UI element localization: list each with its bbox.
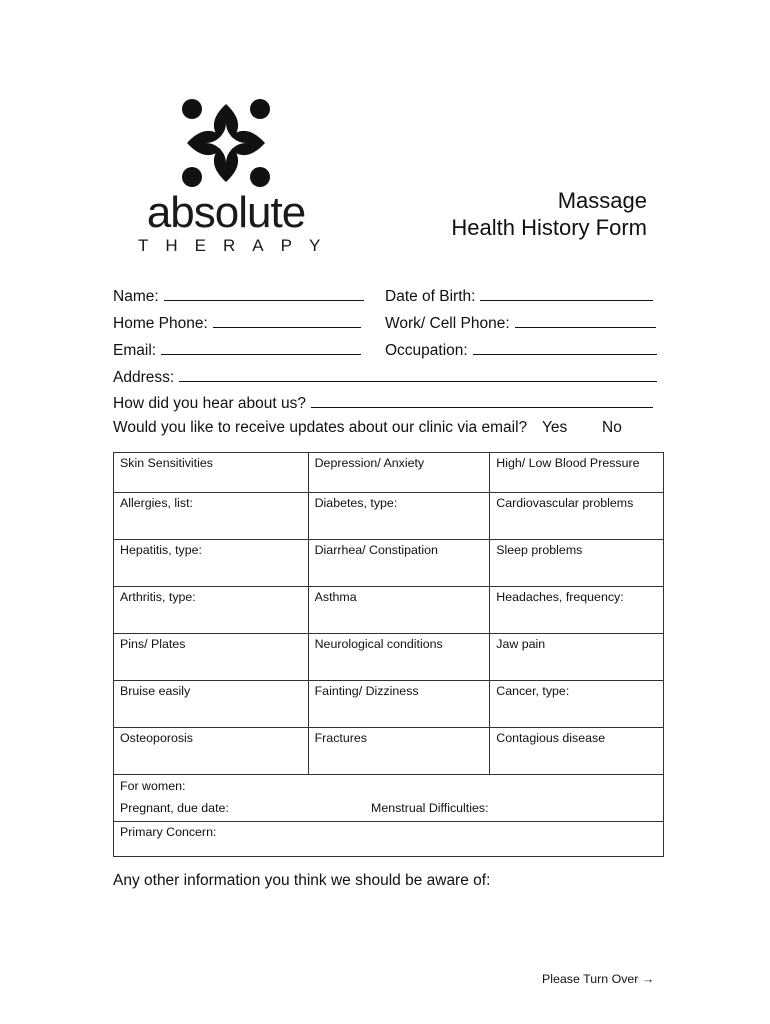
- email-field[interactable]: [113, 339, 361, 360]
- condition-cell[interactable]: Cardiovascular problems: [490, 493, 664, 540]
- updates-yes-option[interactable]: Yes: [542, 419, 568, 436]
- home-phone-field[interactable]: [113, 312, 361, 333]
- name-label: Name:: [113, 288, 159, 305]
- updates-no-option[interactable]: No: [602, 419, 622, 436]
- dob-label: Date of Birth:: [385, 288, 476, 305]
- address-label: Address:: [113, 369, 175, 386]
- referral-field[interactable]: [113, 392, 653, 413]
- condition-cell[interactable]: Allergies, list:: [114, 493, 309, 540]
- condition-cell[interactable]: Diabetes, type:: [308, 493, 490, 540]
- women-label: For women:: [120, 779, 186, 793]
- condition-cell[interactable]: Jaw pain: [490, 634, 664, 681]
- condition-cell[interactable]: Neurological conditions: [308, 634, 490, 681]
- turn-over-note: Please Turn Over →: [542, 972, 655, 986]
- condition-cell[interactable]: Cancer, type:: [490, 681, 664, 728]
- table-row: [114, 453, 664, 493]
- table-row: [114, 493, 664, 540]
- condition-cell[interactable]: Headaches, frequency:: [490, 587, 664, 634]
- condition-cell[interactable]: Fractures: [308, 728, 490, 775]
- condition-cell[interactable]: Fainting/ Dizziness: [308, 681, 490, 728]
- updates-question: Would you like to receive updates about our clinic via email?: [113, 419, 528, 436]
- condition-cell[interactable]: Depression/ Anxiety: [308, 453, 490, 493]
- condition-cell[interactable]: Pins/ Plates: [114, 634, 309, 681]
- condition-cell[interactable]: Osteoporosis: [114, 728, 309, 775]
- logo-subtitle: THERAPY: [138, 236, 338, 255]
- home-phone-line[interactable]: [213, 312, 361, 328]
- condition-cell[interactable]: Arthritis, type:: [114, 587, 309, 634]
- address-line[interactable]: [179, 366, 657, 382]
- condition-cell[interactable]: Sleep problems: [490, 540, 664, 587]
- condition-cell[interactable]: Hepatitis, type:: [114, 540, 309, 587]
- menstrual-label: Menstrual Difficulties:: [371, 801, 489, 815]
- women-row: [114, 775, 664, 822]
- condition-cell[interactable]: Contagious disease: [490, 728, 664, 775]
- table-row: [114, 587, 664, 634]
- address-field[interactable]: [113, 366, 657, 387]
- table-row: [114, 728, 664, 775]
- dob-line[interactable]: [480, 285, 653, 301]
- condition-cell[interactable]: Skin Sensitivities: [114, 453, 309, 493]
- name-field[interactable]: [113, 285, 364, 306]
- primary-concern-cell[interactable]: Primary Concern:: [114, 822, 664, 857]
- name-line[interactable]: [164, 285, 364, 301]
- work-phone-line[interactable]: [515, 312, 656, 328]
- referral-label: How did you hear about us?: [113, 395, 307, 412]
- form-title: [451, 187, 647, 241]
- email-line[interactable]: [161, 339, 361, 355]
- health-conditions-table: [113, 452, 664, 857]
- email-label: Email:: [113, 342, 157, 359]
- condition-cell[interactable]: High/ Low Blood Pressure: [490, 453, 664, 493]
- condition-cell[interactable]: Bruise easily: [114, 681, 309, 728]
- table-row: [114, 634, 664, 681]
- condition-cell[interactable]: Diarrhea/ Constipation: [308, 540, 490, 587]
- company-logo: [136, 96, 338, 260]
- pregnant-label: Pregnant, due date:: [120, 801, 229, 815]
- primary-concern-row: [114, 822, 664, 857]
- home-phone-label: Home Phone:: [113, 315, 208, 332]
- logo-wordmark: absolute: [146, 188, 306, 237]
- occupation-label: Occupation:: [385, 342, 468, 359]
- occupation-line[interactable]: [473, 339, 657, 355]
- occupation-field[interactable]: [385, 339, 657, 360]
- table-row: [114, 540, 664, 587]
- table-row: [114, 681, 664, 728]
- work-phone-label: Work/ Cell Phone:: [385, 315, 510, 332]
- title-line-1: Massage: [557, 188, 647, 213]
- women-cell[interactable]: [114, 775, 664, 822]
- referral-line[interactable]: [311, 392, 653, 408]
- condition-cell[interactable]: Asthma: [308, 587, 490, 634]
- other-info-label: Any other information you think we should be aware of:: [113, 872, 491, 889]
- dob-field[interactable]: [385, 285, 653, 306]
- flower-cross-logo-icon: [179, 96, 273, 190]
- title-line-2: Health History Form: [451, 215, 647, 240]
- work-phone-field[interactable]: [385, 312, 656, 333]
